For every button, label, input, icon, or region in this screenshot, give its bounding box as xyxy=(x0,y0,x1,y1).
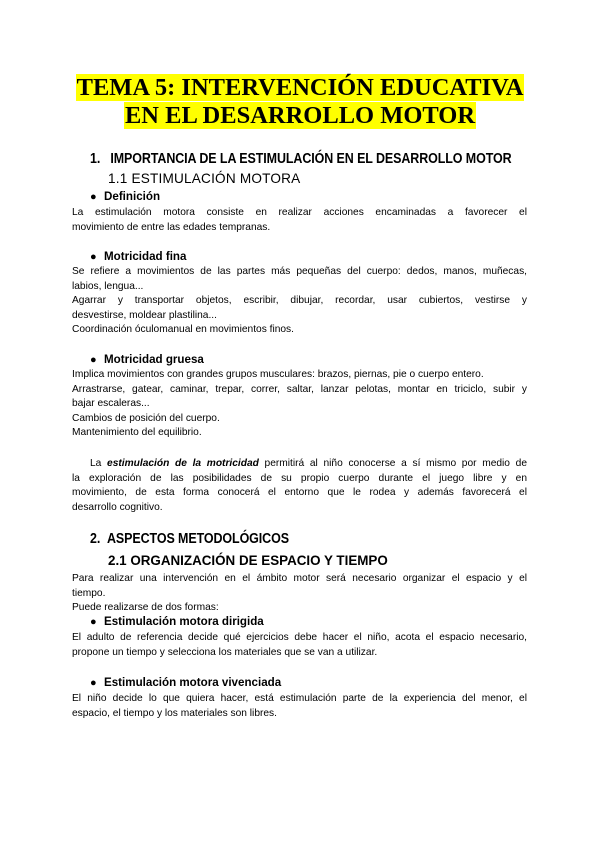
paragraph-definicion xyxy=(72,206,527,235)
section-2-1-heading: 2.1 ORGANIZACIÓN DE ESPACIO Y TIEMPO xyxy=(108,553,388,568)
text-line: Para realizar una intervención en el ámbito motor será necesario organizar el espacio y el xyxy=(72,573,527,584)
text-line: Coordinación óculomanual en movimientos finos. xyxy=(72,324,294,336)
bullet-motricidad-gruesa xyxy=(90,353,204,367)
text-line: desarrollo cognitivo. xyxy=(72,501,163,513)
text-line: desvestirse, moldear plastilina... xyxy=(72,309,217,321)
text-line: Mantenimiento del equilibrio. xyxy=(72,427,202,439)
text-line: Puede realizarse de dos formas: xyxy=(72,602,219,614)
text-line: Se refiere a movimientos de las partes más pequeñas del cuerpo: dedos, manos, muñecas, xyxy=(72,266,527,277)
text-line: Agarrar y transportar objetos, escribir, dibujar, recordar, usar cubiertos, vestirse y xyxy=(72,295,527,307)
section-1-heading: 1. IMPORTANCIA DE LA ESTIMULACIÓN EN EL DESARROLLO MOTOR xyxy=(90,151,512,167)
text-line: propone un tiempo y selecciona los materiales que se van a utilizar. xyxy=(72,646,378,658)
text-line: Arrastrarse, gatear, caminar, trepar, correr, saltar, lanzar pelotas, montar en triciclo, subir y xyxy=(72,383,527,395)
text-fragment: permitirá al niño conocerse a sí mismo por medio de xyxy=(258,458,527,469)
bullet-label: Estimulación motora dirigida xyxy=(104,615,264,628)
paragraph-estimulacion xyxy=(72,457,527,515)
bullet-icon: ● xyxy=(90,354,97,366)
text-line: tiempo. xyxy=(72,587,106,599)
emphasis-text: estimulación de la motricidad xyxy=(107,458,259,469)
paragraph-dirigida xyxy=(72,631,527,660)
text-line: movimiento de entre las edades tempranas. xyxy=(72,221,271,233)
paragraph-motricidad-fina xyxy=(72,265,527,338)
bullet-icon: ● xyxy=(90,251,97,263)
bullet-label: Definición xyxy=(104,190,161,203)
text-line: La estimulación motora consiste en realizar acciones encaminadas a favorecer el xyxy=(72,207,527,218)
text-fragment: La xyxy=(90,458,108,469)
paragraph-intro xyxy=(72,572,527,616)
bullet-estimulacion-dirigida xyxy=(90,615,264,629)
title-line-1: TEMA 5: INTERVENCIÓN EDUCATIVA xyxy=(76,74,524,101)
text-line: espacio, el tiempo y los materiales son libres. xyxy=(72,707,277,719)
bullet-label: Motricidad fina xyxy=(104,250,187,263)
bullet-estimulacion-vivenciada xyxy=(90,676,281,690)
bullet-label: Motricidad gruesa xyxy=(104,353,204,366)
text-line: Implica movimientos con grandes grupos musculares: brazos, piernas, pie o cuerpo entero. xyxy=(72,369,484,380)
text-line: Cambios de posición del cuerpo. xyxy=(72,412,220,424)
bullet-motricidad-fina xyxy=(90,250,186,264)
text-line: El adulto de referencia decide qué ejercicios debe hacer el niño, acota el espacio necesario, xyxy=(72,632,527,643)
text-line xyxy=(72,457,527,472)
title-line-2: EN EL DESARROLLO MOTOR xyxy=(124,102,476,129)
bullet-icon: ● xyxy=(90,191,97,203)
section-1-1-heading: 1.1 ESTIMULACIÓN MOTORA xyxy=(108,171,301,186)
text-line: movimiento, de esta forma conocerá el entorno que le rodea y además favorecerá el xyxy=(72,487,527,499)
text-line: labios, lengua... xyxy=(72,280,144,292)
bullet-definicion xyxy=(90,190,160,204)
bullet-icon: ● xyxy=(90,616,97,628)
text-line: bajar escaleras... xyxy=(72,398,150,410)
bullet-label: Estimulación motora vivenciada xyxy=(104,676,282,689)
document-title xyxy=(0,74,600,130)
paragraph-vivenciada xyxy=(72,692,527,721)
paragraph-motricidad-gruesa xyxy=(72,368,527,441)
section-2-heading: 2. ASPECTOS METODOLÓGICOS xyxy=(90,531,289,547)
text-line: El niño decide lo que quiera hacer, está estimulación parte de la experiencia del menor, el xyxy=(72,693,527,704)
bullet-icon: ● xyxy=(90,677,97,689)
text-line: la exploración de las posibilidades de su propio cuerpo durante el juego libre y en xyxy=(72,472,527,484)
